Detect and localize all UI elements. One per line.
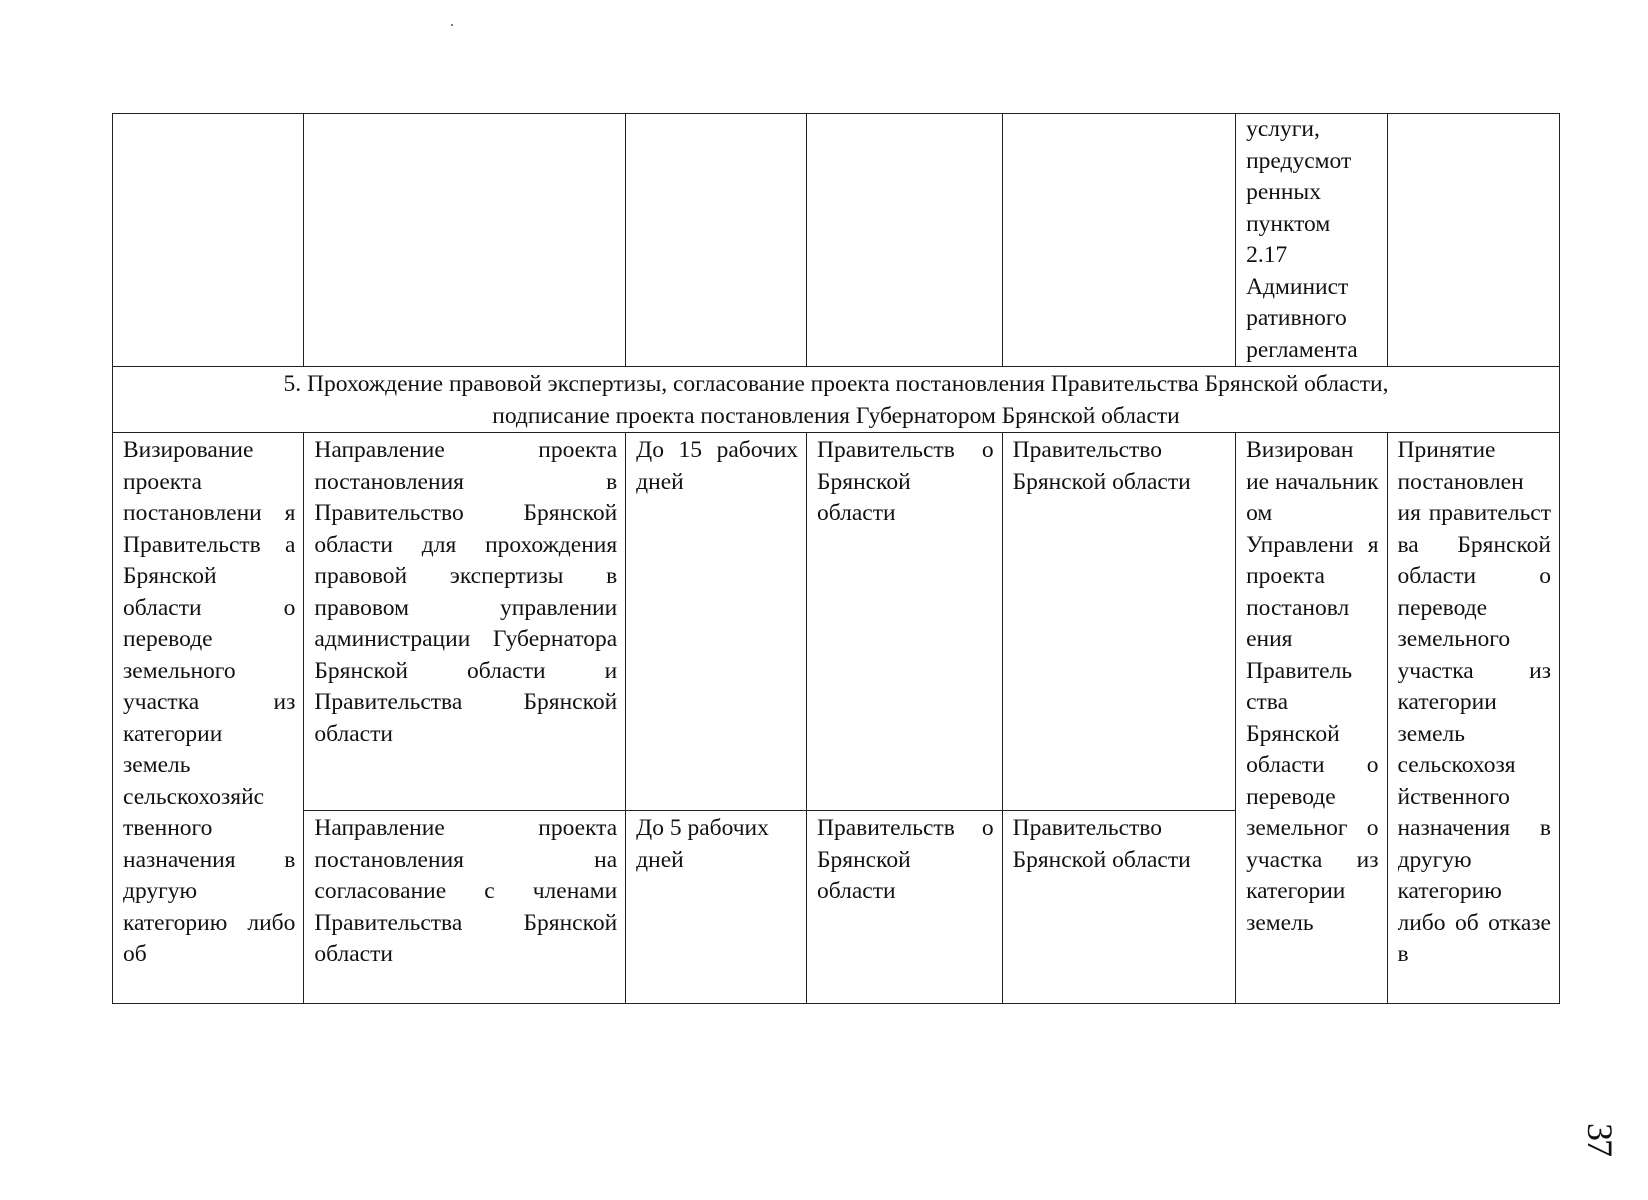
section-heading: [113, 367, 1560, 433]
term-cell-2: До 5 рабочих дней: [626, 811, 807, 1004]
empty-cell: [113, 114, 304, 367]
criteria-cell: Визирован ие начальник ом Управлени я проекта постановл ения Правитель ства Брянской области о переводе земельног о участка из категории земель: [1236, 433, 1387, 1004]
result-cell: Принятие постановлен ия правительст ва Брянской области о переводе земельного участка из категории земель сельскохозя йственного назначения в другую категорию либо об отказе в: [1387, 433, 1560, 1004]
empty-cell: [1387, 114, 1560, 367]
page-number: 37: [1580, 1123, 1620, 1155]
scan-speck: [451, 24, 453, 26]
procedure-table: [112, 113, 1560, 1004]
procedure-name-cell: Визирование проекта постановлени я Правительств а Брянской области о переводе земельного участка из категории земель сельскохозяйс твенного назначения в другую категорию либо об: [113, 433, 304, 1004]
responsible-cell-2: Правительств о Брянской области: [807, 811, 1003, 1004]
section-heading-row: [113, 367, 1560, 433]
empty-cell: [626, 114, 807, 367]
resources-cell-2: Правительство Брянской области: [1002, 811, 1235, 1004]
empty-cell: [807, 114, 1003, 367]
criteria-cell-continued: услуги, предусмот ренных пунктом 2.17 Админист ративного регламента: [1236, 114, 1387, 367]
action-cell-2: Направление проекта постановления на согласование с членами Правительства Брянской области: [304, 811, 626, 1004]
action-cell-1: Направление проекта постановления в Правительство Брянской области для прохождения правовой экспертизы в правовом управлении администрации Губернатора Брянской области и Правительства Брянской области: [304, 433, 626, 811]
procedure-row-1: [113, 433, 1560, 811]
term-cell-1: До 15 рабочих дней: [626, 433, 807, 811]
section-heading-line-1: 5. Прохождение правовой экспертизы, согласование проекта постановления Правительства Брянской области,: [283, 371, 1389, 397]
responsible-cell-1: Правительств о Брянской области: [807, 433, 1003, 811]
empty-cell: [1002, 114, 1235, 367]
empty-cell: [304, 114, 626, 367]
resources-cell-1: Правительство Брянской области: [1002, 433, 1235, 811]
section-heading-line-2: подписание проекта постановления Губернатором Брянской области: [492, 402, 1180, 429]
continuation-row: [113, 114, 1560, 367]
